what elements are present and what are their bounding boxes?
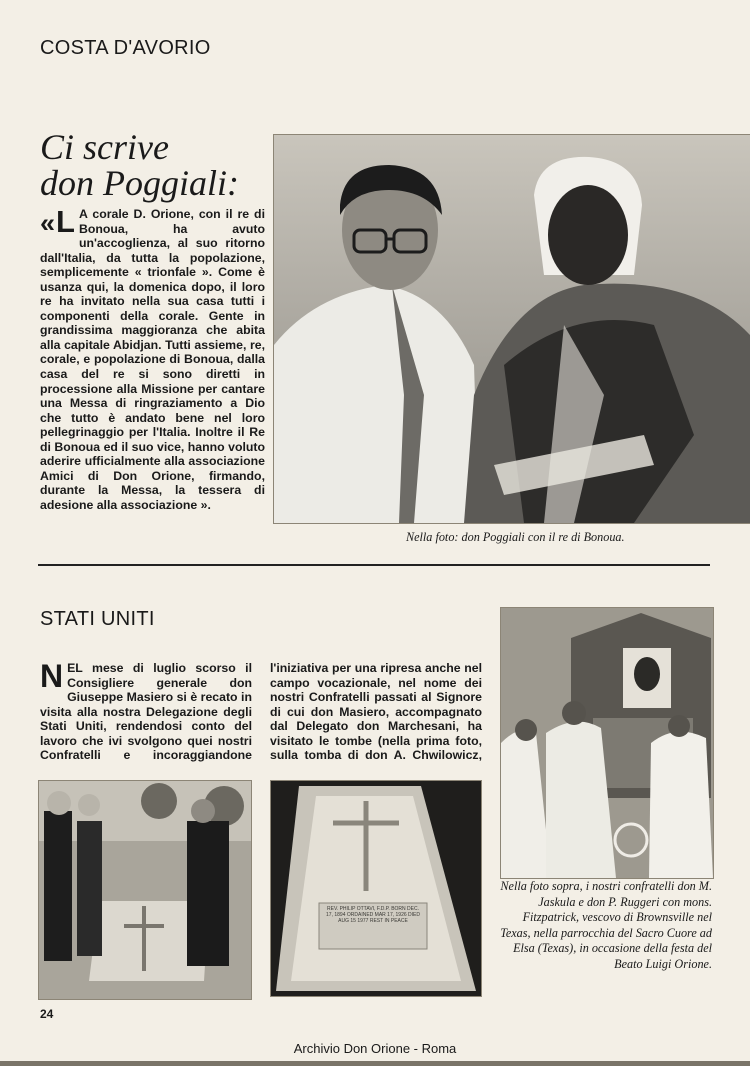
- article-initial-n: N: [40, 658, 64, 694]
- section-title-stati-uniti: STATI UNITI: [40, 608, 155, 630]
- article-body-poggiali: [40, 204, 265, 512]
- photo-church-clergy: [500, 607, 714, 879]
- page-number: 24: [40, 1007, 54, 1021]
- archive-credit: Archivio Don Orione - Roma: [293, 1041, 457, 1056]
- photo-poggiali-king: [273, 134, 750, 524]
- open-quote-mark: «: [40, 208, 56, 238]
- tomb-inscription: REV. PHILIP OTTAVI, F.D.P. BORN DEC. 17, 1894 ORDAINED MAR 17, 1926 DIED AUG 15 1977 REST IN PEACE: [326, 906, 420, 924]
- article-body-stati-uniti: [40, 658, 482, 776]
- photo-tombstone: [270, 780, 482, 997]
- footer-bar: [0, 1061, 750, 1066]
- photo-caption-church: Nella foto sopra, i nostri confratelli don M. Jaskula e don P. Ruggeri con mons. Fitzpatrick, vescovo di Brownsville nel Texas, nella parrocchia del Sacro Cuore ad Elsa (Texas), in occasione della festa del Beato Luigi Orione.: [500, 879, 712, 971]
- headline-line-2: don Poggiali:: [40, 163, 239, 203]
- article-headline: [40, 129, 270, 201]
- section-divider: [38, 564, 710, 566]
- headline-line-1: Ci scrive: [40, 127, 169, 167]
- article-text: A corale D. Orione, con il re di Bonoua, ha avuto un'accoglienza, al suo ritorno dall'Italia, da tutta la popolazione, semplicemente « trionfale ». Come è usanza qui, la domenica dopo, il loro re ha invitato nella sua casa tutti i componenti della corale. Gente in grandissima maggioranza che abita alla capitale Abidjan. Tutti assieme, re, corale, e popolazione di Bonoua, dalla casa del re si sono diretti in processione alla Missione per cantare una Messa di ringraziamento a Dio che tutto è andato bene nel loro pellegrinaggio per l'Italia. Inoltre il Re di Bonoua ed il suo vice, hanno voluto aderire ufficialmente alla associazione Amici di Don Orione, firmando, durante la Messa, la tessera di adesione alla associazione ».: [40, 207, 265, 512]
- article-initial: «L: [40, 204, 75, 239]
- section-title-costa-davorio: COSTA D'AVORIO: [40, 37, 211, 59]
- article-text-stati-uniti: EL mese di luglio scorso il Consigliere generale don Giuseppe Masiero si è recato in visita alla nostra Delegazione degli Stati Uniti, rendendosi conto del lavoro che ivi svolgono quei nostri Confratelli e incoraggiandone l'iniziativa per una ripresa anche nel campo vocazionale, nel nome dei nostri Confratelli passati al Signore di cui don Masiero, accompagnato dal Delegato don Marchesani, ha visitato le tombe (nella prima foto, sulla tomba di don A. Chwilowicz,: [40, 661, 482, 763]
- photo-tomb-visit: [38, 780, 252, 1000]
- photo-caption-poggiali: Nella foto: don Poggiali con il re di Bonoua.: [406, 530, 625, 544]
